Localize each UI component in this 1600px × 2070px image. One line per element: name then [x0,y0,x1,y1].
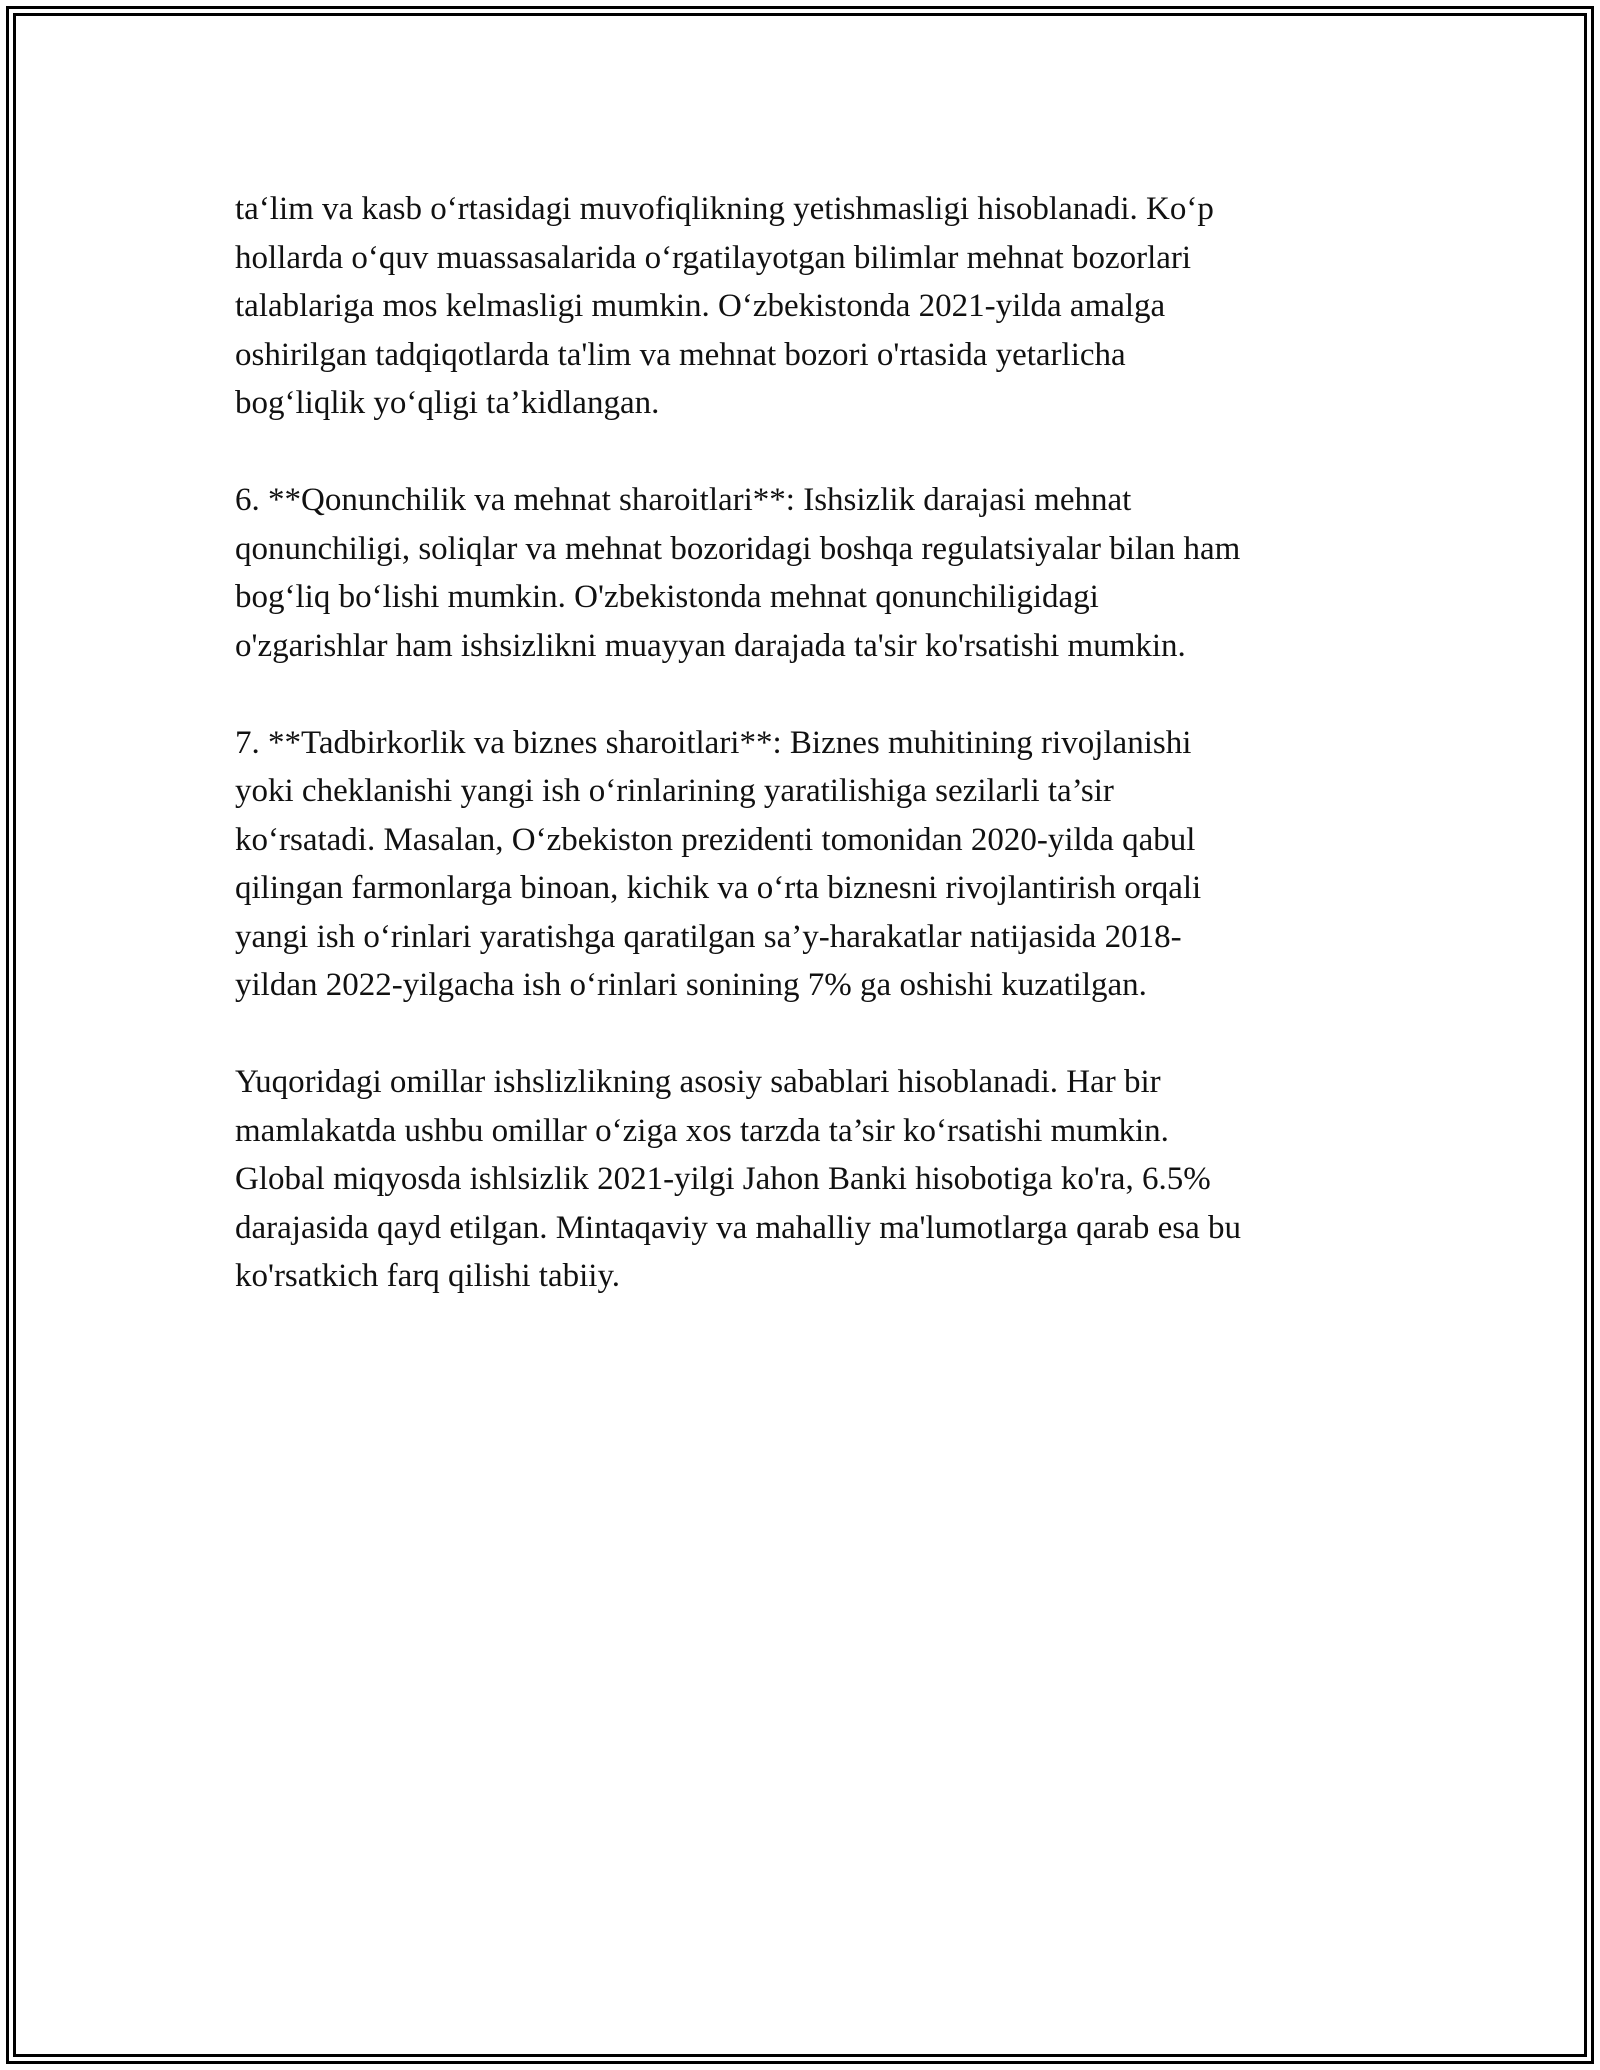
paragraph-legislation [235,476,1385,670]
paragraph-business-conditions [235,719,1385,1010]
text-line: 6. **Qonunchilik va mehnat sharoitlari**: Ishsizlik darajasi mehnat [235,482,1132,518]
text-line: bog‘liq bo‘lishi mumkin. O'zbekistonda mehnat qonunchiligidagi [235,579,1099,615]
text-line: 7. **Tadbirkorlik va biznes sharoitlari**: Biznes muhitining rivojlanishi [235,724,1192,761]
text-line: yangi ish o‘rinlari yaratishga qaratilgan sa’y-harakatlar natijasida 2018- [235,918,1182,955]
text-line: mamlakatda ushbu omillar o‘ziga xos tarzda ta’sir ko‘rsatishi mumkin. [235,1112,1169,1149]
text-line: ta‘lim va kasb o‘rtasidagi muvofiqlikning yetishmasligi hisoblanadi. Ko‘p [235,191,1214,227]
paragraph-education-mismatch [235,185,1385,428]
text-line: ko‘rsatadi. Masalan, O‘zbekiston prezidenti tomonidan 2020-yilda qabul [235,821,1196,858]
text-line: Global miqyosda ishlsizlik 2021-yilgi Jahon Banki hisobotiga ko'ra, 6.5% [235,1161,1211,1197]
text-line: o'zgarishlar ham ishsizlikni muayyan darajada ta'sir ko'rsatishi mumkin. [235,627,1186,664]
text-line: yoki cheklanishi yangi ish o‘rinlarining yaratilishiga sezilarli ta’sir [235,773,1114,809]
document-body [235,185,1385,1349]
text-line: darajasida qayd etilgan. Mintaqaviy va mahalliy ma'lumotlarga qarab esa bu [235,1209,1242,1246]
text-line: hollarda o‘quv muassasalarida o‘rgatilayotgan bilimlar mehnat bozorlari [235,239,1192,276]
text-line: Yuqoridagi omillar ishslizlikning asosiy sabablari hisoblanadi. Har bir [235,1064,1161,1100]
text-line: ko'rsatkich farq qilishi tabiiy. [235,1258,621,1294]
text-line: bog‘liqlik yo‘qligi ta’kidlangan. [235,385,660,421]
text-line: oshirilgan tadqiqotlarda ta'lim va mehnat bozori o'rtasida yetarlicha [235,336,1126,373]
text-line: qonunchiligi, soliqlar va mehnat bozoridagi boshqa regulatsiyalar bilan ham [235,530,1241,567]
text-line: yildan 2022-yilgacha ish o‘rinlari sonining 7% ga oshishi kuzatilgan. [235,967,1147,1003]
text-line: qilingan farmonlarga binoan, kichik va o‘rta biznesni rivojlantirish orqali [235,870,1202,906]
paragraph-conclusion [235,1058,1385,1301]
text-line: talablariga mos kelmasligi mumkin. O‘zbekistonda 2021-yilda amalga [235,288,1166,324]
